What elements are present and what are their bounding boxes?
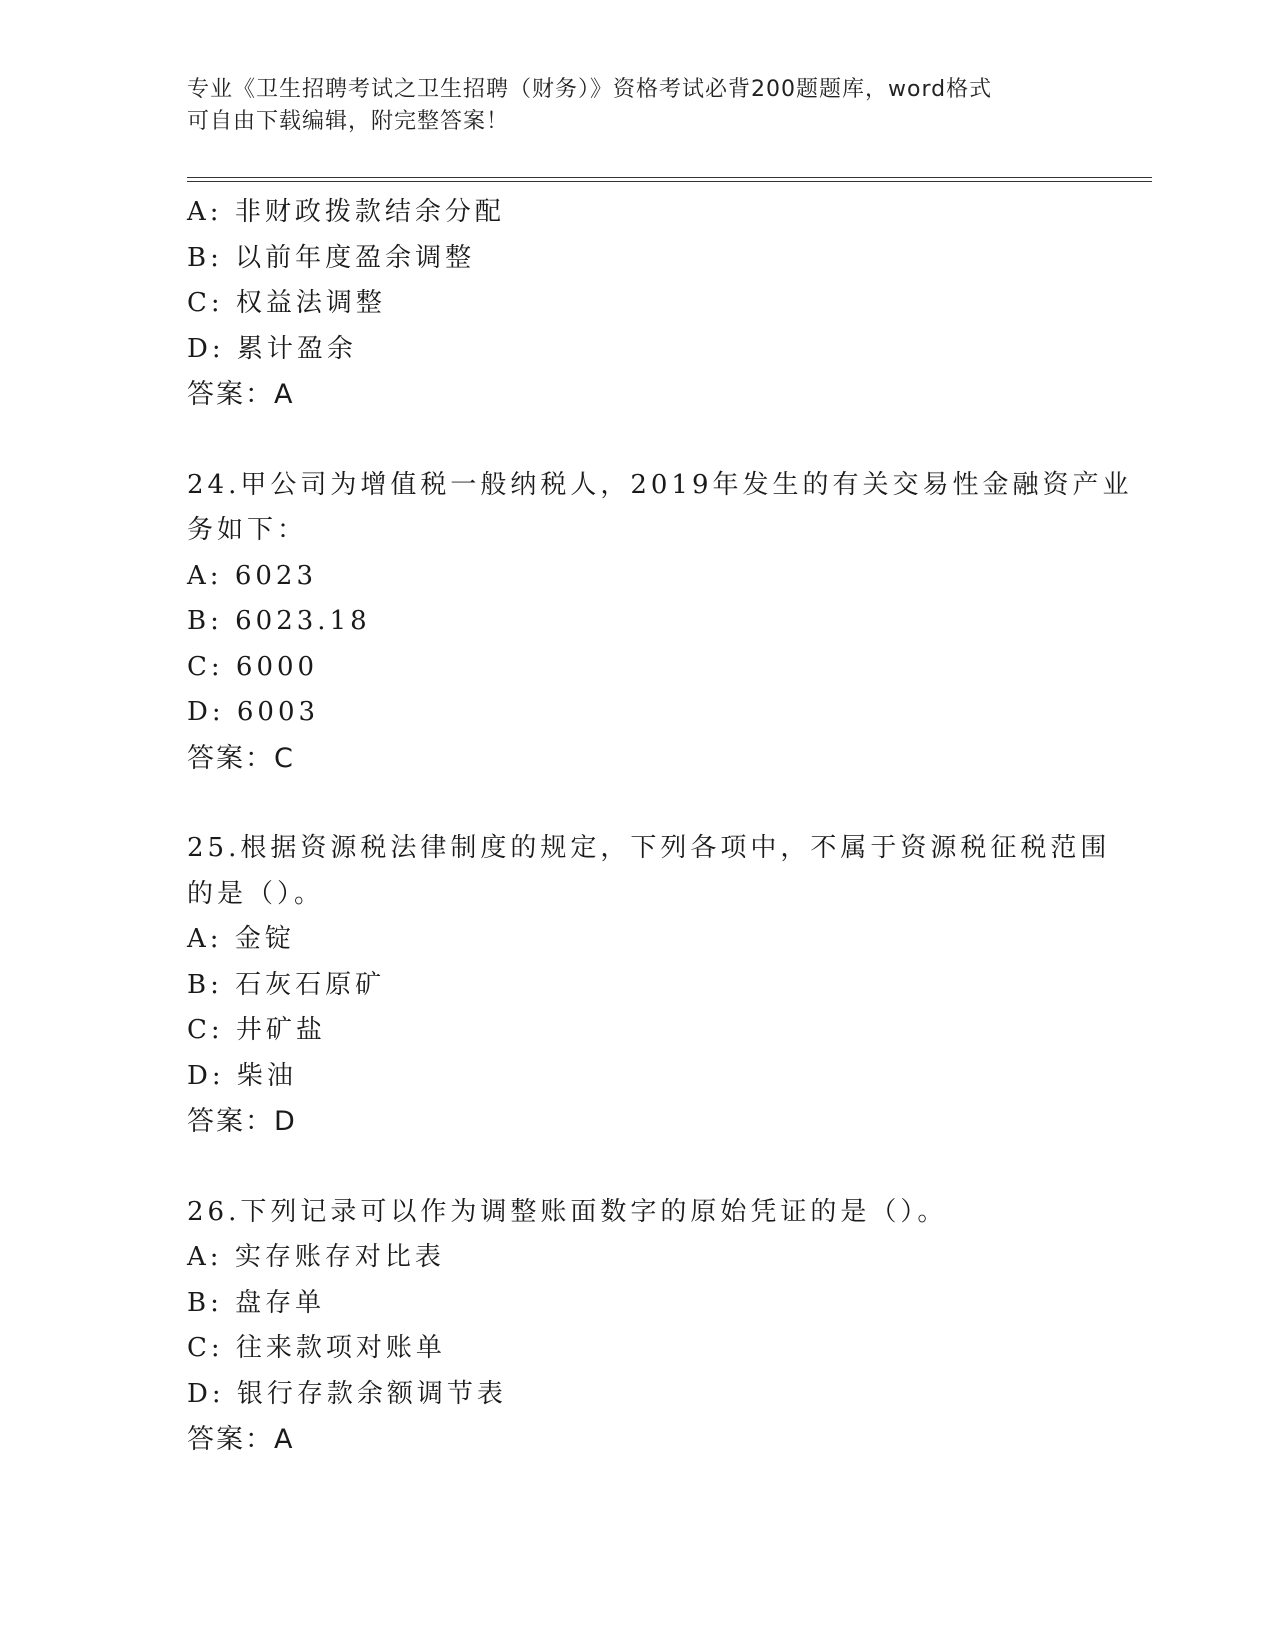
question-stem-line: 的是（）。: [187, 878, 325, 909]
question-stem-line: 务如下：: [187, 515, 308, 545]
question-stem-line: 24.甲公司为增值税一般纳税人，2019年发生的有关交易性金融资产业: [187, 469, 1133, 500]
option-a: A: 非财政拨款结余分配: [187, 197, 505, 227]
option-c: C: 6000: [187, 651, 319, 682]
option-c: C: 权益法调整: [187, 288, 386, 318]
option-b: B: 盘存单: [187, 1287, 326, 1318]
option-d: D: 6003: [187, 697, 320, 727]
answer-line: 答案：A: [187, 1424, 295, 1455]
option-b: B: 石灰石原矿: [187, 969, 386, 1000]
question-block-24: [187, 463, 1133, 782]
option-b: B: 6023.18: [187, 606, 371, 636]
option-d: D: 累计盈余: [187, 333, 357, 364]
header-title-line-1: 专业《卫生招聘考试之卫生招聘（财务）》资格考试必背200题题库，word格式: [187, 77, 993, 102]
option-a: A: 6023: [187, 560, 317, 591]
question-block-25: [187, 826, 1111, 1145]
header-divider: [187, 177, 1152, 182]
answer-line: 答案：C: [187, 742, 295, 774]
question-block-23: [187, 190, 1087, 418]
question-stem-line: 26.下列记录可以作为调整账面数字的原始凭证的是（）。: [187, 1196, 948, 1227]
document-header: [187, 74, 1067, 138]
option-c: C: 井矿盐: [187, 1015, 326, 1045]
option-d: D: 柴油: [187, 1060, 297, 1091]
header-title-line-2: 可自由下载编辑，附完整答案！: [187, 109, 510, 134]
question-block-26: [187, 1190, 1087, 1463]
answer-line: 答案：A: [187, 379, 295, 410]
question-content: [187, 190, 1133, 1463]
option-b: B: 以前年度盈余调整: [187, 242, 476, 273]
option-a: A: 实存账存对比表: [187, 1242, 445, 1272]
answer-line: 答案：D: [187, 1106, 297, 1137]
option-a: A: 金锭: [187, 924, 295, 954]
option-d: D: 银行存款余额调节表: [187, 1378, 507, 1409]
option-c: C: 往来款项对账单: [187, 1333, 446, 1363]
question-stem-line: 25.根据资源税法律制度的规定，下列各项中，不属于资源税征税范围: [187, 833, 1111, 863]
